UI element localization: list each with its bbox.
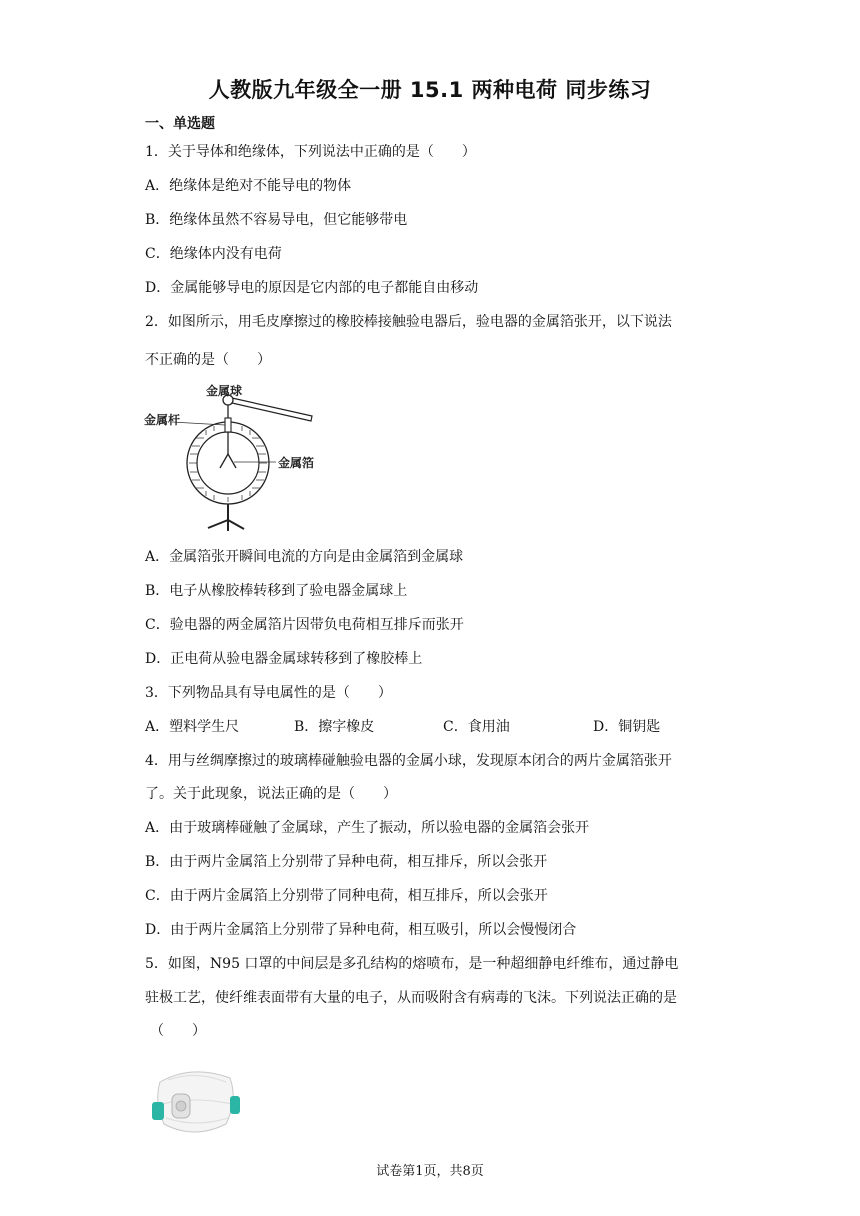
q2-stem-line1: 2．如图所示，用毛皮摩擦过的橡胶棒接触验电器后，验电器的金属箔张开，以下说法 — [145, 314, 672, 330]
label-metal-ball: 金属球 — [206, 384, 243, 398]
q2-option-d: D．正电荷从验电器金属球转移到了橡胶棒上 — [145, 651, 423, 667]
q1-option-d: D．金属能够导电的原因是它内部的电子都能自由移动 — [145, 280, 479, 296]
n95-mask-figure — [146, 1060, 246, 1142]
q4-stem-line1: 4．用与丝绸摩擦过的玻璃棒碰触验电器的金属小球，发现原本闭合的两片金属箔张开 — [145, 753, 672, 769]
page-footer: 试卷第1页，共8页 — [376, 1164, 484, 1179]
q4-option-a: A．由于玻璃棒碰触了金属球，产生了振动，所以验电器的金属箔会张开 — [145, 820, 590, 836]
q1-option-a: A．绝缘体是绝对不能导电的物体 — [145, 178, 352, 194]
label-metal-rod: 金属杆 — [144, 413, 181, 427]
q5-stem-line3: （ ） — [150, 1023, 206, 1039]
rubber-rod — [232, 398, 312, 421]
q2-option-c: C．验电器的两金属箔片因带负电荷相互排斥而张开 — [145, 617, 464, 633]
label-metal-foil: 金属箔 — [278, 456, 315, 470]
stand-leg-left — [208, 520, 228, 528]
q5-stem-line2: 驻极工艺，使纤维表面带有大量的电子，从而吸附含有病毒的飞沫。下列说法正确的是 — [145, 990, 677, 1006]
q3-option-d: D．铜钥匙 — [593, 719, 661, 735]
q1-option-c: C．绝缘体内没有电荷 — [145, 246, 282, 262]
q4-option-d: D．由于两片金属箔上分别带了异种电荷，相互吸引，所以会慢慢闭合 — [145, 922, 577, 938]
q4-option-c: C．由于两片金属箔上分别带了同种电荷，相互排斥，所以会张开 — [145, 888, 548, 904]
q3-stem: 3．下列物品具有导电属性的是（ ） — [145, 685, 392, 701]
q1-stem: 1．关于导体和绝缘体，下列说法中正确的是（ ） — [145, 144, 476, 160]
ear-clip-left — [152, 1102, 164, 1120]
q1-option-b: B．绝缘体虽然不容易导电，但它能够带电 — [145, 212, 408, 228]
ear-clip-right — [230, 1096, 240, 1114]
q5-stem-line1: 5．如图，N95 口罩的中间层是多孔结构的熔喷布，是一种超细静电纤维布，通过静电 — [145, 956, 679, 972]
q3-option-b: B．擦字橡皮 — [294, 719, 375, 735]
section-heading: 一、单选题 — [145, 116, 215, 132]
q4-stem-line2: 了。关于此现象，说法正确的是（ ） — [145, 786, 397, 802]
q3-option-c: C．食用油 — [443, 719, 510, 735]
q4-option-b: B．由于两片金属箔上分别带了异种电荷，相互排斥，所以会张开 — [145, 854, 548, 870]
q2-option-b: B．电子从橡胶棒转移到了验电器金属球上 — [145, 583, 408, 599]
valve-center — [176, 1101, 186, 1111]
stand-leg-right — [228, 520, 244, 529]
q3-option-a: A．塑料学生尺 — [145, 719, 240, 735]
q2-option-a: A．金属箔张开瞬间电流的方向是由金属箔到金属球 — [145, 549, 464, 565]
q2-stem-line2: 不正确的是（ ） — [145, 352, 271, 368]
electroscope-figure — [140, 380, 340, 536]
insulating-plug — [225, 418, 231, 432]
page-title: 人教版九年级全一册 15.1 两种电荷 同步练习 — [208, 78, 652, 102]
